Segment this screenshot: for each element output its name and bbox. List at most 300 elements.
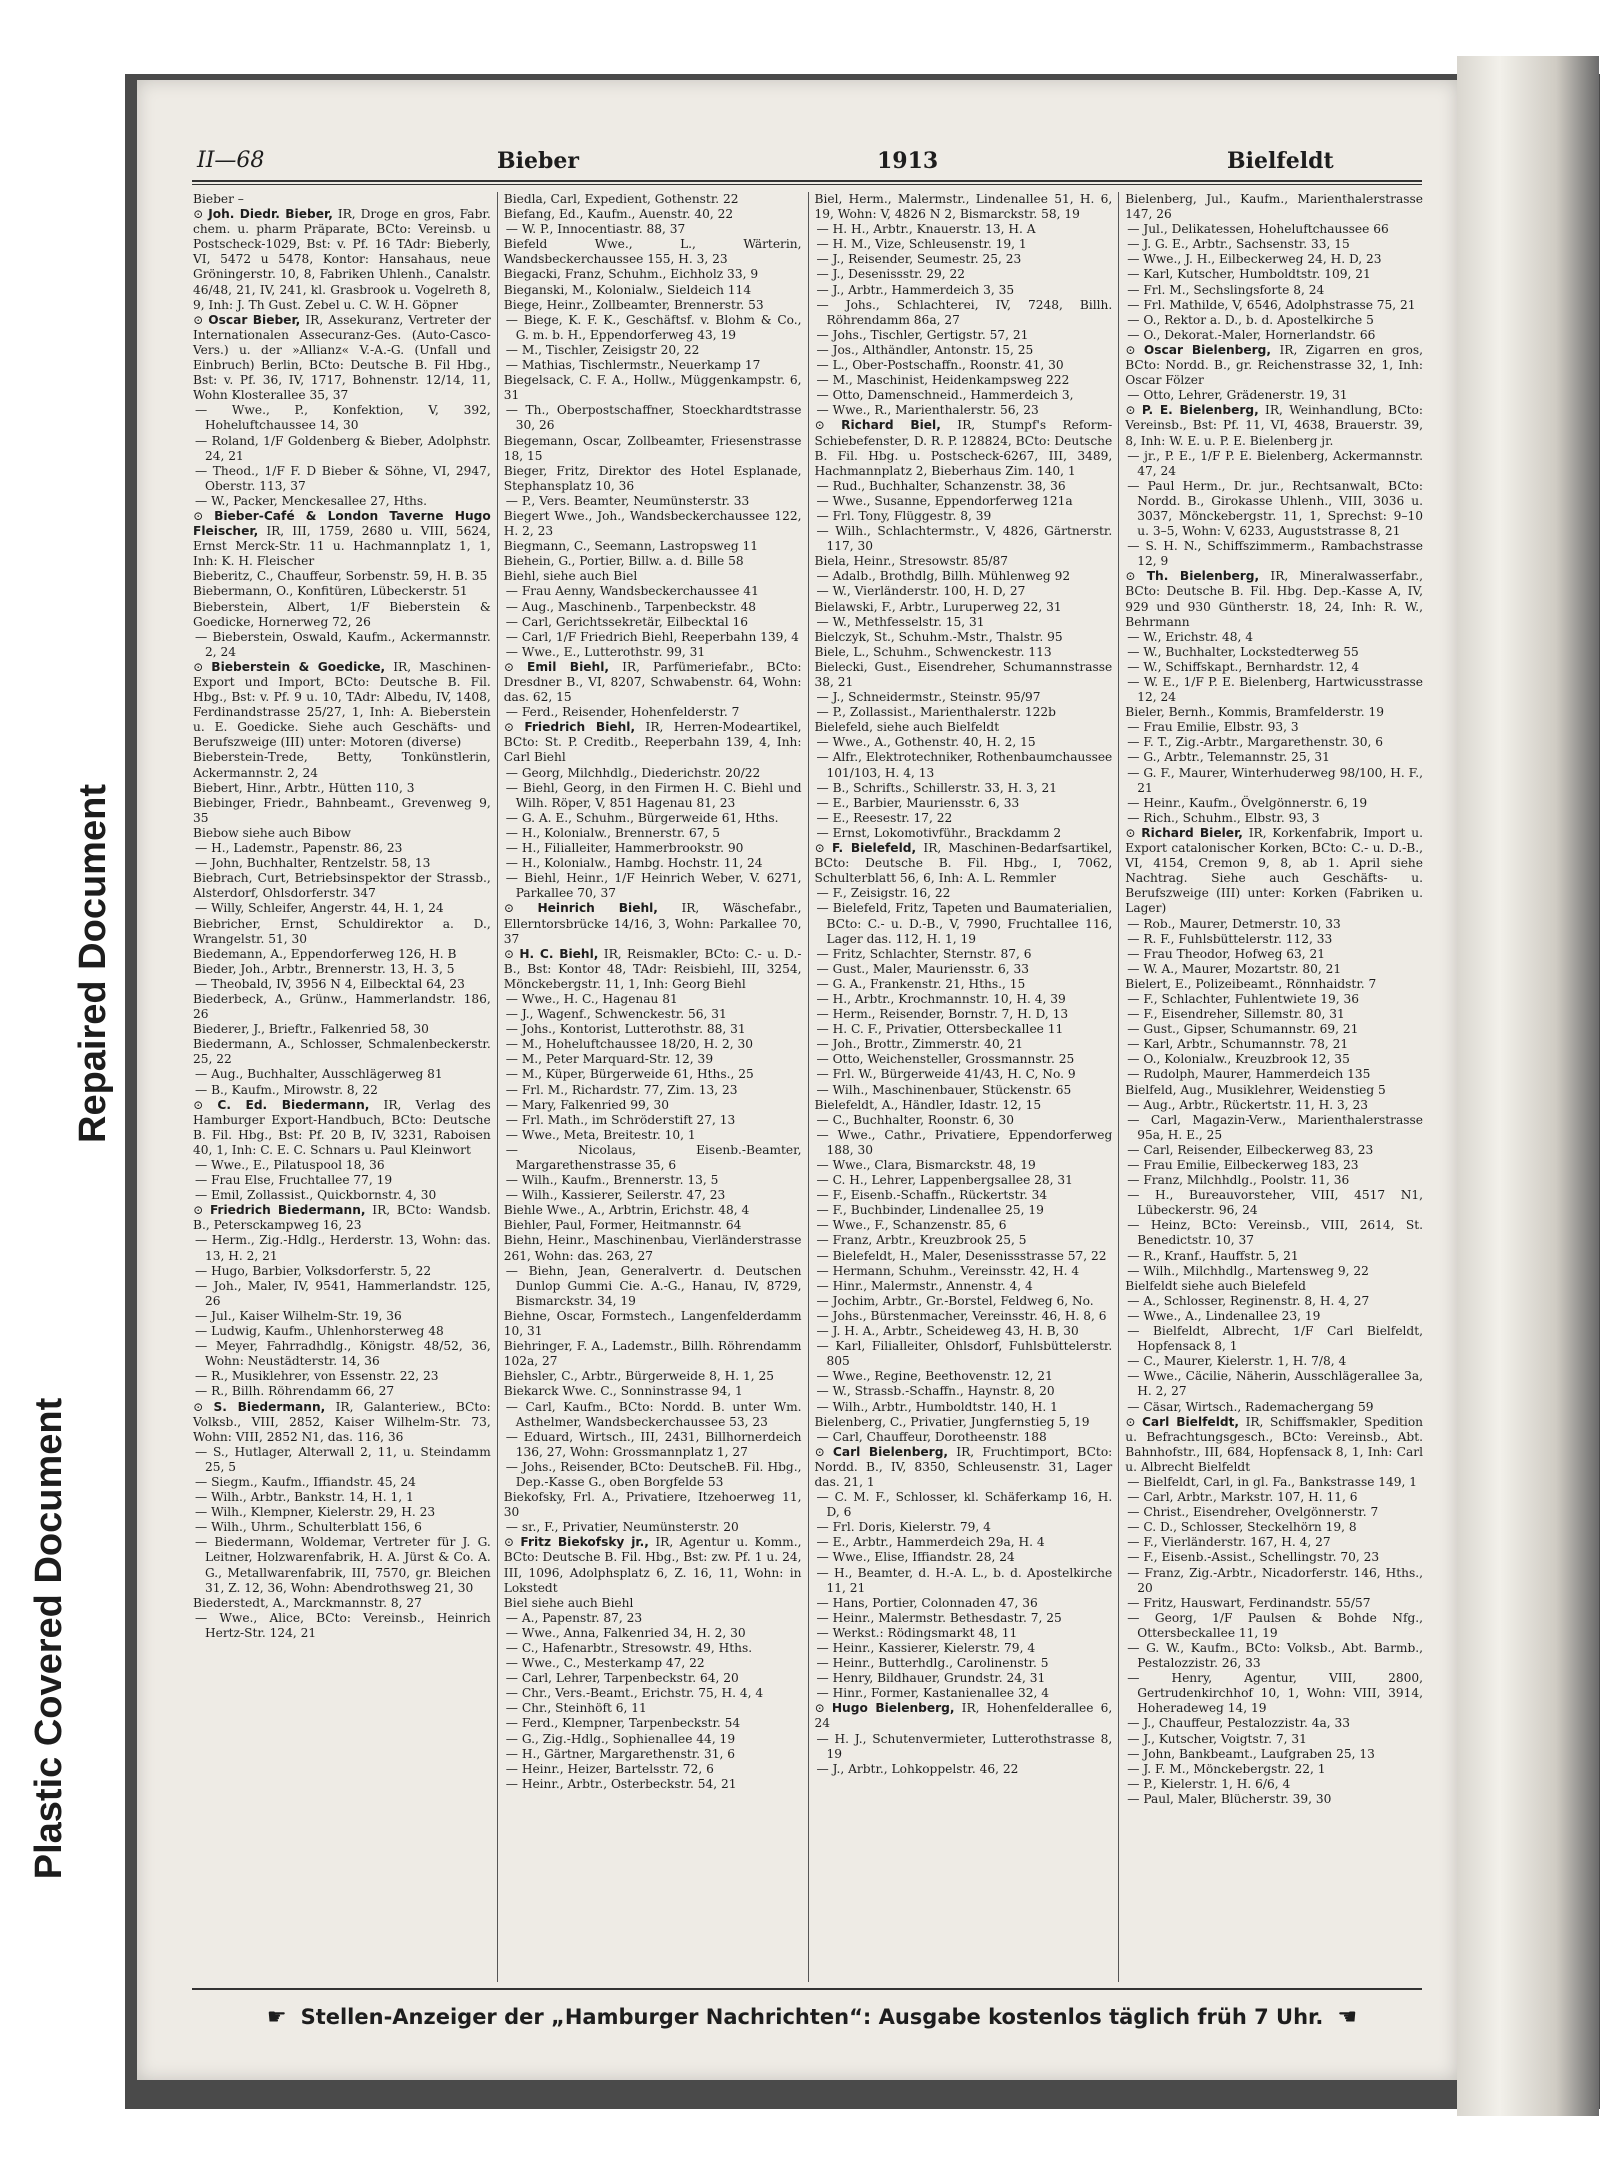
directory-entry: — Johs., Bürstenmacher, Vereinsstr. 46, H. 8, 6 [815, 1309, 1113, 1324]
directory-entry: Bielfeld, Aug., Musiklehrer, Weidenstieg 5 [1125, 1082, 1386, 1097]
directory-entry: — Rud., Buchhalter, Schanzenstr. 38, 36 [815, 479, 1113, 494]
directory-entry: — Bielefeld, Fritz, Tapeten und Baumaterialien, BCto: C.- u. D.-B., V, 7990, Fruchtallee 116, Lager das. 112, H. 1, 19 [815, 901, 1113, 946]
directory-entry: — M., Peter Marquard-Str. 12, 39 [504, 1052, 802, 1067]
directory-entry: — S., Hutlager, Alterwall 2, 11, u. Steindamm 25, 5 [193, 1445, 491, 1475]
directory-entry: — Nicolaus, Eisenb.-Beamter, Margarethenstrasse 35, 6 [504, 1143, 802, 1173]
directory-entry: Biegmann, C., Seemann, Lastropsweg 11 [503, 539, 759, 554]
directory-entry: — C., Maurer, Kielerstr. 1, H. 7/8, 4 [1125, 1354, 1423, 1369]
directory-entry: — J., Arbtr., Hammerdeich 3, 35 [815, 283, 1113, 298]
directory-entry: Biebermann, O., Konfitüren, Lübeckerstr. 51 [193, 584, 468, 599]
directory-entry: — Karl, Filialleiter, Ohlsdorf, Fuhlsbüttelerstr. 805 [815, 1339, 1113, 1369]
directory-entry: Biege, Heinr., Zollbeamter, Brennerstr. 53 [503, 297, 764, 312]
directory-entry: — Jochim, Arbtr., Gr.-Borstel, Feldweg 6, No. [815, 1294, 1113, 1309]
directory-entry: — F., Schlachter, Fuhlentwiete 19, 36 [1125, 992, 1423, 1007]
directory-entry: ⊙ Oscar Bieber, IR, Assekuranz, Vertreter der Internationalen Assecuranz-Ges. (Auto-Casco-Vers.) u. der »Allianz« V.-A.-G. (Unfall und Einbruch) Berlin, BCto: Deutsche B. Fil Hbg., Bst: v. Pf. 36, IV, 1717, Bohnenstr. 12/14, 11, Wohn Klosterallee 35, 37 [193, 312, 491, 403]
directory-entry: Biehein, G., Portier, Billw. a. d. Bille 58 [503, 554, 744, 569]
directory-entry: — W., Schiffskapt., Bernhardstr. 12, 4 [1125, 660, 1423, 675]
directory-entry: — Mathias, Tischlermstr., Neuerkamp 17 [504, 358, 802, 373]
directory-entry: — H., Lademstr., Papenstr. 86, 23 [193, 841, 491, 856]
page-edge [1457, 56, 1599, 2116]
directory-entry: — Rob., Maurer, Detmerstr. 10, 33 [1125, 917, 1423, 932]
directory-entry: Biehle Wwe., A., Arbtrin, Erichstr. 48, 4 [503, 1203, 750, 1218]
directory-entry: — E., Barbier, Mauriensstr. 6, 33 [815, 796, 1113, 811]
directory-entry: — Johs., Tischler, Gertigstr. 57, 21 [815, 328, 1113, 343]
directory-entry: Biela, Heinr., Stresowstr. 85/87 [814, 554, 1008, 569]
directory-entry: ⊙ Richard Bieler, IR, Korkenfabrik, Import u. Export catalonischer Korken, BCto: C.- u. D.-B., VI, 4154, Cremon 9, 8, ab 1. April siehe Nachtrag. Siehe auch Geschäfts- u. Berufszweige (III) unter: Korken (Fabriken u. Lager) [1125, 825, 1423, 916]
directory-entry: Bieberstein-Trede, Betty, Tonkünstlerin, Ackermannstr. 2, 24 [193, 750, 491, 780]
directory-entry: — H. C. F., Privatier, Ottersbeckallee 11 [815, 1022, 1113, 1037]
directory-entry: — J., Reisender, Seumestr. 25, 23 [815, 252, 1113, 267]
footer-rule [192, 1988, 1422, 1990]
directory-entry: — Wwe., H. C., Hagenau 81 [504, 992, 802, 1007]
directory-entry: — Henry, Agentur, VIII, 2800, Gertrudenkirchhof 10, 1, Wohn: VIII, 3914, Hoheradeweg 14, 19 [1125, 1671, 1423, 1716]
directory-entry: ⊙ P. E. Bielenberg, IR, Weinhandlung, BCto: Vereinsb., Bst: Pf. 11, VI, 4638, Brauerstr. 39, 8, Inh: W. E. u. P. E. Bielenberg jr. [1125, 403, 1423, 448]
directory-entry: — W. E., 1/F P. E. Bielenberg, Hartwicusstrasse 12, 24 [1125, 675, 1423, 705]
directory-entry: — Biehl, Georg, in den Firmen H. C. Biehl und Wilh. Röper, V, 851 Hagenau 81, 23 [504, 781, 802, 811]
directory-entry: — Ferd., Klempner, Tarpenbeckstr. 54 [504, 1716, 802, 1731]
directory-entry: Biedemann, A., Eppendorferweg 126, H. B [193, 946, 457, 961]
directory-entry: — Heinr., Kassierer, Kielerstr. 79, 4 [815, 1641, 1113, 1656]
directory-entry: — Johs., Schlachterei, IV, 7248, Billh. Röhrendamm 86a, 27 [815, 298, 1113, 328]
directory-entry: Biebow siehe auch Bibow [193, 825, 351, 840]
directory-entry: — Biehl, Heinr., 1/F Heinrich Weber, V. 6271, Parkallee 70, 37 [504, 871, 802, 901]
directory-entry: — Heinr., Butterhdlg., Carolinenstr. 5 [815, 1656, 1113, 1671]
directory-entry: Biederer, J., Brieftr., Falkenried 58, 30 [193, 1022, 429, 1037]
directory-entry: — O., Kolonialw., Kreuzbrook 12, 35 [1125, 1052, 1423, 1067]
directory-entry: ⊙ Richard Biel, IR, Stumpf's Reform-Schiebefenster, D. R. P. 128824, BCto: Deutsche B. Fil. Hbg. u. Postscheck-6267, III, 3489, Hachmannplatz 2, Bieberhaus Zim. 140, 1 [814, 418, 1113, 478]
directory-entry: — L., Ober-Postschaffn., Roonstr. 41, 30 [815, 358, 1113, 373]
directory-entry: — J., Schneidermstr., Steinstr. 95/97 [815, 690, 1113, 705]
directory-entry: Biel, Herm., Malermstr., Lindenallee 51, H. 6, 19, Wohn: V, 4826 N 2, Bismarckstr. 58, 19 [814, 192, 1113, 222]
directory-entry: — R., Musiklehrer, von Essenstr. 22, 23 [193, 1369, 491, 1384]
directory-entry: — Frl. M., Richardstr. 77, Zim. 13, 23 [504, 1083, 802, 1098]
directory-entry: — sr., F., Privatier, Neumünsterstr. 20 [504, 1520, 802, 1535]
directory-entry: — Heinr., Heizer, Bartelsstr. 72, 6 [504, 1762, 802, 1777]
directory-entry: — Wilh., Arbtr., Humboldtstr. 140, H. 1 [815, 1400, 1113, 1415]
directory-entry: Bielawski, F., Arbtr., Luruperweg 22, 31 [814, 599, 1062, 614]
directory-entry: — Mary, Falkenried 99, 30 [504, 1098, 802, 1113]
footer-banner-text: Stellen-Anzeiger der „Hamburger Nachrichten“: Ausgabe kostenlos täglich früh 7 Uhr. [300, 2005, 1324, 2029]
directory-entry: Bielert, E., Polizeibeamt., Rönnhaidstr. 7 [1125, 976, 1377, 991]
directory-entry: — Wwe., R., Marienthalerstr. 56, 23 [815, 403, 1113, 418]
directory-entry: — Paul Herm., Dr. jur., Rechtsanwalt, BCto: Nordd. B., Girokasse Uhlenh., VIII, 3036 u. 3037, Mönckebergstr. 11, 1, Sprechst: 9–10 u. 3–5, Wohn: V, 6233, Auguststrasse 8, 21 [1125, 479, 1423, 539]
directory-entry: — Georg, Milchhdlg., Diederichstr. 20/22 [504, 766, 802, 781]
directory-entry: — Theobald, IV, 3956 N 4, Eilbecktal 64, 23 [193, 977, 491, 992]
directory-entry: — Wilh., Maschinenbauer, Stückenstr. 65 [815, 1083, 1113, 1098]
directory-entry: ⊙ Joh. Diedr. Bieber, IR, Droge en gros, Fabr. chem. u. pharm Präparate, BCto: Vereinsb. u Postscheck-1029, Bst: v. Pf. 16 TAdr: Bieberly, VI, 5472 u 5478, Kontor: Hansahaus, neue Gröningerstr. 10, 8, Fabriken Uhlenh., Canalstr. 46/48, 21, IV, 241, kl. Grasbrook u. Vogelreth 8, 9, Inh: J. Th Gust. Zebel u. C. W. H. Göpner [193, 207, 491, 312]
directory-entry: ⊙ Fritz Biekofsky jr., IR, Agentur u. Komm., BCto: Deutsche B. Fil. Hbg., Bst: zw. Pf. 1 u. 24, III, 1096, Adolphsplatz 6, Z. 16, 11, Wohn: in Lokstedt [503, 1535, 802, 1595]
directory-entry: — J., Desenissstr. 29, 22 [815, 267, 1113, 282]
directory-entry: Biegelsack, C. F. A., Hollw., Müggenkampstr. 6, 31 [503, 373, 802, 403]
pointing-hand-left-icon: ☚ [1337, 2004, 1358, 2030]
directory-entry: — Wilh., Kassierer, Seilerstr. 47, 23 [504, 1188, 802, 1203]
directory-entry: ⊙ Bieber-Café & London Taverne Hugo Fleischer, IR, III, 1759, 2680 u. VIII, 5624, Ernst Merck-Str. 11 u. Hachmannplatz 1, 1, Inh: K. H. Fleischer [193, 508, 491, 569]
directory-entry: Biebricher, Ernst, Schuldirektor a. D., Wrangelstr. 51, 30 [193, 916, 491, 946]
directory-entry: Biebert, Hinr., Arbtr., Hütten 110, 3 [193, 780, 415, 795]
directory-entry: — Carl, 1/F Friedrich Biehl, Reeperbahn 139, 4 [504, 630, 802, 645]
directory-entry: — W., Packer, Menckesallee 27, Hths. [193, 494, 491, 509]
directory-entry: — Eduard, Wirtsch., III, 2431, Billhornerdeich 136, 27, Wohn: Grossmannplatz 1, 27 [504, 1430, 802, 1460]
directory-entry: Bielenberg, Jul., Kaufm., Marienthalerstrasse 147, 26 [1125, 192, 1423, 222]
directory-entry: — Otto, Lehrer, Grädenerstr. 19, 31 [1125, 388, 1423, 403]
directory-entry: — Fritz, Hauswart, Ferdinandstr. 55/57 [1125, 1596, 1423, 1611]
column-3 [809, 192, 1120, 1982]
side-label-repaired-text: Repaired Document [71, 784, 114, 1143]
directory-entry: — F., Eisenb.-Schaffn., Rückertstr. 34 [815, 1188, 1113, 1203]
directory-entry: Biederstedt, A., Marckmannstr. 8, 27 [193, 1595, 422, 1610]
directory-entry: Biehne, Oscar, Formstech., Langenfelderdamm 10, 31 [503, 1308, 802, 1339]
directory-entry: — J. F. M., Mönckebergstr. 22, 1 [1125, 1762, 1423, 1777]
directory-entry: — Chr., Steinhöft 6, 11 [504, 1701, 802, 1716]
directory-entry: Biefang, Ed., Kaufm., Auenstr. 40, 22 [503, 207, 734, 222]
directory-entry: — O., Rektor a. D., b. d. Apostelkirche 5 [1125, 313, 1423, 328]
directory-entry: — F., Vierländerstr. 167, H. 4, 27 [1125, 1535, 1423, 1550]
directory-entry: — Wwe., Cathr., Privatiere, Eppendorferweg 188, 30 [815, 1128, 1113, 1158]
directory-entry: — S. H. N., Schiffszimmerm., Rambachstrasse 12, 9 [1125, 539, 1423, 569]
directory-entry: Bielenberg, C., Privatier, Jungfernstieg 5, 19 [814, 1414, 1090, 1429]
directory-entry: — M., Maschinist, Heidenkampsweg 222 [815, 373, 1113, 388]
directory-entry: — Wilh., Kaufm., Brennerstr. 13, 5 [504, 1173, 802, 1188]
directory-entry: — Henry, Bildhauer, Grundstr. 24, 31 [815, 1671, 1113, 1686]
directory-entry: ⊙ C. Ed. Biedermann, IR, Verlag des Hamburger Export-Handbuch, BCto: Deutsche B. Fil. Hbg., Bst: Pf. 20 B, IV, 3231, Raboisen 40, 1, Inh: C. E. C. Schnars u. Paul Kleinwort [193, 1097, 491, 1157]
directory-entry: — J. H. A., Arbtr., Scheideweg 43, H. B, 30 [815, 1324, 1113, 1339]
directory-entry: — H. H., Arbtr., Knauerstr. 13, H. A [815, 222, 1113, 237]
directory-entry: — Karl, Kutscher, Humboldtstr. 109, 21 [1125, 267, 1423, 282]
directory-entry: Biekarck Wwe. C., Sonninstrasse 94, 1 [503, 1384, 743, 1399]
directory-entry: — Heinr., Kaufm., Övelgönnerstr. 6, 19 [1125, 796, 1423, 811]
directory-entry: — Cäsar, Wirtsch., Rademachergang 59 [1125, 1400, 1423, 1415]
directory-entry: — R., Billh. Röhrendamm 66, 27 [193, 1384, 491, 1399]
directory-entry: — C. H., Lehrer, Lappenbergsallee 28, 31 [815, 1173, 1113, 1188]
directory-entry: Bielefeldt, A., Händler, Idastr. 12, 15 [814, 1097, 1042, 1112]
directory-entry: — G. F., Maurer, Winterhuderweg 98/100, H. F., 21 [1125, 766, 1423, 796]
directory-entry: — J., Arbtr., Lohkoppelstr. 46, 22 [815, 1762, 1113, 1777]
directory-entry: — Carl, Chauffeur, Dorotheenstr. 188 [815, 1430, 1113, 1445]
directory-entry: — Gust., Maler, Mauriensstr. 6, 33 [815, 962, 1113, 977]
directory-entry: Bieberstein, Albert, 1/F Bieberstein & Goedicke, Hornerweg 72, 26 [193, 599, 491, 629]
directory-entry: — P., Zollassist., Marienthalerstr. 122b [815, 705, 1113, 720]
directory-entry: Biehringer, F. A., Lademstr., Billh. Röhrendamm 102a, 27 [503, 1339, 802, 1369]
directory-entry: ⊙ Th. Bielenberg, IR, Mineralwasserfabr., BCto: Deutsche B. Fil. Hbg. Dep.-Kasse A, IV, 929 und 930 Güntherstr. 18, 24, Inh: R. W., Behrmann [1125, 569, 1423, 629]
directory-entry: — M., Küper, Bürgerweide 61, Hths., 25 [504, 1067, 802, 1082]
directory-entry: Biedermann, A., Schlosser, Schmalenbeckerstr. 25, 22 [193, 1037, 491, 1067]
directory-entry: — W., Methfesselstr. 15, 31 [815, 615, 1113, 630]
directory-entry: — Adalb., Brothdlg, Billh. Mühlenweg 92 [815, 569, 1113, 584]
directory-entry: — Wwe., F., Schanzenstr. 85, 6 [815, 1218, 1113, 1233]
directory-entry: — Theod., 1/F F. D Bieber & Söhne, VI, 2947, Oberstr. 113, 37 [193, 464, 491, 494]
directory-entry: Bieger, Fritz, Direktor des Hotel Esplanade, Stephansplatz 10, 36 [503, 463, 802, 493]
directory-entry: — W., Vierländerstr. 100, H. D, 27 [815, 584, 1113, 599]
directory-entry: ⊙ Bieberstein & Goedicke, IR, Maschinen-Export und Import, BCto: Deutsche B. Fil. Hbg., Bst: v. Pf. 9 u. 10, TAdr: Albedu, IV, 1408, Ferdinandstrasse 25/27, 1, Inh: A. Bieberstein u. E. Goedicke. Siehe auch Geschäfts- und Berufszweige (III) unter: Motoren (diverse) [193, 659, 491, 750]
directory-entry: Biehler, Paul, Former, Heitmannstr. 64 [503, 1218, 742, 1233]
directory-entry: Biegemann, Oscar, Zollbeamter, Friesenstrasse 18, 15 [503, 433, 802, 463]
directory-entry: Biefeld Wwe., L., Wärterin, Wandsbeckerchaussee 155, H. 3, 23 [503, 237, 802, 267]
directory-entry: — F., Eisenb.-Assist., Schellingstr. 70, 23 [1125, 1550, 1423, 1565]
pointing-hand-icon: ☛ [266, 2004, 287, 2030]
directory-entry: — F., Eisendreher, Sillemstr. 80, 31 [1125, 1007, 1423, 1022]
directory-entry: — Biehn, Jean, Generalvertr. d. Deutschen Dunlop Gummi Cie. A.-G., Hanau, IV, 8729, Bismarckstr. 34, 19 [504, 1264, 802, 1309]
directory-entry: — Ernst, Lokomotivführ., Brackdamm 2 [815, 826, 1113, 841]
directory-entry: — Johs., Kontorist, Lutterothstr. 88, 31 [504, 1022, 802, 1037]
directory-entry: Bieber – [193, 192, 244, 206]
directory-entry: — Wilh., Arbtr., Bankstr. 14, H. 1, 1 [193, 1490, 491, 1505]
directory-entry: Bieler, Bernh., Kommis, Bramfelderstr. 19 [1125, 705, 1385, 720]
directory-entry: — Ludwig, Kaufm., Uhlenhorsterweg 48 [193, 1324, 491, 1339]
directory-entry: — J., Chauffeur, Pestalozzistr. 4a, 33 [1125, 1716, 1423, 1731]
directory-entry: — Hermann, Schuhm., Vereinsstr. 42, H. 4 [815, 1264, 1113, 1279]
directory-entry: — Bielfeldt, Carl, in gl. Fa., Bankstrasse 149, 1 [1125, 1475, 1423, 1490]
directory-entry: — Franz, Milchhdlg., Poolstr. 11, 36 [1125, 1173, 1423, 1188]
directory-entry: ⊙ F. Bielefeld, IR, Maschinen-Bedarfsartikel, BCto: Deutsche B. Fil. Hbg., I, 7062, Schulterblatt 56, 6, Inh: A. L. Remmler [814, 841, 1113, 886]
directory-entry: — F., Buchbinder, Lindenallee 25, 19 [815, 1203, 1113, 1218]
directory-entry: — Joh., Maler, IV, 9541, Hammerlandstr. 125, 26 [193, 1279, 491, 1309]
directory-entry: — Jul., Delikatessen, Hoheluftchaussee 66 [1125, 222, 1423, 237]
directory-entry: — Paul, Maler, Blücherstr. 39, 30 [1125, 1792, 1423, 1807]
directory-entry: Biele, L., Schuhm., Schwenckestr. 113 [814, 644, 1052, 659]
directory-entry: — Otto, Weichensteller, Grossmannstr. 25 [815, 1052, 1113, 1067]
directory-entry: — jr., P. E., 1/F P. E. Bielenberg, Ackermannstr. 47, 24 [1125, 449, 1423, 479]
directory-entry: — C. M. F., Schlosser, kl. Schäferkamp 16, H. D, 6 [815, 1490, 1113, 1520]
directory-entry: — W., Erichstr. 48, 4 [1125, 630, 1423, 645]
directory-entry: — P., Vers. Beamter, Neumünsterstr. 33 [504, 494, 802, 509]
directory-entry: ⊙ Friedrich Biedermann, IR, BCto: Wandsb. B., Petersckampweg 16, 23 [193, 1203, 491, 1233]
directory-entry: — Heinr., Malermstr. Bethesdastr. 7, 25 [815, 1611, 1113, 1626]
directory-entry: — Heinr., Arbtr., Osterbeckstr. 54, 21 [504, 1777, 802, 1792]
header-rule-thin [192, 184, 1422, 185]
directory-entry: — Bieberstein, Oswald, Kaufm., Ackermannstr. 2, 24 [193, 630, 491, 660]
directory-entry: — H., Gärtner, Margarethenstr. 31, 6 [504, 1747, 802, 1762]
directory-entry: — W., Strassb.-Schaffn., Haynstr. 8, 20 [815, 1384, 1113, 1399]
directory-entry: — F., Zeisigstr. 16, 22 [815, 886, 1113, 901]
running-head [197, 148, 1427, 188]
directory-entry: Biekofsky, Frl. A., Privatiere, Itzehoerweg 11, 30 [503, 1490, 802, 1520]
directory-entry: — Jul., Kaiser Wilhelm-Str. 19, 36 [193, 1309, 491, 1324]
directory-entry: Biel siehe auch Biehl [503, 1595, 634, 1610]
directory-entry: — Hugo, Barbier, Volksdorferstr. 5, 22 [193, 1264, 491, 1279]
directory-entry: — Joh., Brottr., Zimmerstr. 40, 21 [815, 1037, 1113, 1052]
directory-entry: — Wilh., Schlachtermstr., V, 4826, Gärtnerstr. 117, 30 [815, 524, 1113, 554]
directory-entry: — Werkst.: Rödingsmarkt 48, 11 [815, 1626, 1113, 1641]
directory-entry: — Aug., Arbtr., Rückertstr. 11, H. 3, 23 [1125, 1098, 1423, 1113]
directory-entry: — Chr., Vers.-Beamt., Erichstr. 75, H. 4, 4 [504, 1686, 802, 1701]
directory-entry: — Frl. Doris, Kielerstr. 79, 4 [815, 1520, 1113, 1535]
directory-entry: — Frau Aenny, Wandsbeckerchaussee 41 [504, 584, 802, 599]
directory-entry: — Wwe., Clara, Bismarckstr. 48, 19 [815, 1158, 1113, 1173]
directory-entry: Bieganski, M., Kolonialw., Sieldeich 114 [503, 282, 752, 297]
directory-entry: — Frau Theodor, Hofweg 63, 21 [1125, 947, 1423, 962]
directory-entry: — Bielfeldt, Albrecht, 1/F Carl Bielfeldt, Hopfensack 8, 1 [1125, 1324, 1423, 1354]
directory-entry: — Aug., Buchhalter, Ausschlägerweg 81 [193, 1067, 491, 1082]
directory-entry: — Frau Emilie, Eilbeckerweg 183, 23 [1125, 1158, 1423, 1173]
directory-entry: — Wwe., E., Lutterothstr. 99, 31 [504, 645, 802, 660]
directory-entry: — J., Wagenf., Schwenckestr. 56, 31 [504, 1007, 802, 1022]
directory-entry: — M., Tischler, Zeisigstr 20, 22 [504, 343, 802, 358]
directory-entry: — Alfr., Elektrotechniker, Rothenbaumchaussee 101/103, H. 4, 13 [815, 750, 1113, 780]
directory-entry: — G. W., Kaufm., BCto: Volksb., Abt. Barmb., Pestalozzistr. 26, 33 [1125, 1641, 1423, 1671]
directory-entry: — Hinr., Malermstr., Annenstr. 4, 4 [815, 1279, 1113, 1294]
directory-entry: — Frl. W., Bürgerweide 41/43, H. C, No. 9 [815, 1067, 1113, 1082]
directory-entry: — C., Hafenarbtr., Stresowstr. 49, Hths. [504, 1641, 802, 1656]
column-2 [498, 192, 809, 1982]
directory-entry: ⊙ Hugo Bielenberg, IR, Hohenfelderallee 6, 24 [814, 1701, 1113, 1731]
directory-entry: — C. D., Schlosser, Steckelhörn 19, 8 [1125, 1520, 1423, 1535]
directory-entry: — Wilh., Milchhdlg., Martensweg 9, 22 [1125, 1264, 1423, 1279]
directory-entry: — M., Hoheluftchaussee 18/20, H. 2, 30 [504, 1037, 802, 1052]
directory-entry: — C., Buchhalter, Roonstr. 6, 30 [815, 1113, 1113, 1128]
directory-entry: — G., Zig.-Hdlg., Sophienallee 44, 19 [504, 1732, 802, 1747]
directory-entry: — R., Kranf., Hauffstr. 5, 21 [1125, 1249, 1423, 1264]
directory-entry: ⊙ Oscar Bielenberg, IR, Zigarren en gros, BCto: Nordd. B., gr. Reichenstrasse 32, 1, Inh: Oscar Fölzer [1125, 342, 1423, 388]
head-year: 1913 [877, 148, 939, 174]
directory-entry: — Wwe., A., Gothenstr. 40, H. 2, 15 [815, 735, 1113, 750]
directory-entry: Bieder, Joh., Arbtr., Brennerstr. 13, H. 3, 5 [193, 961, 455, 976]
directory-entry: — Meyer, Fahrradhdlg., Königstr. 48/52, 36, Wohn: Neustädterstr. 14, 36 [193, 1339, 491, 1369]
directory-entry: — G. A. E., Schuhm., Bürgerweide 61, Hths. [504, 811, 802, 826]
directory-entry: Biedla, Carl, Expedient, Gothenstr. 22 [503, 192, 739, 206]
directory-entry: Bielefeld, siehe auch Bielfeldt [814, 720, 1000, 735]
directory-entry: — Christ., Eisendreher, Ovelgönnerstr. 7 [1125, 1505, 1423, 1520]
directory-entry: — Otto, Damenschneid., Hammerdeich 3, [815, 388, 1113, 403]
directory-entry: — Wwe., J. H., Eilbeckerweg 24, H. D, 23 [1125, 252, 1423, 267]
directory-entry: — Frl. Mathilde, V, 6546, Adolphstrasse 75, 21 [1125, 298, 1423, 313]
directory-entry: — H., Kolonialw., Hambg. Hochstr. 11, 24 [504, 856, 802, 871]
directory-entry: Biebrach, Curt, Betriebsinspektor der Strassb., Alsterdorf, Ohlsdorferstr. 347 [193, 871, 491, 901]
directory-entry: — F. T., Zig.-Arbtr., Margarethenstr. 30, 6 [1125, 735, 1423, 750]
directory-entry: — Wilh., Uhrm., Schulterblatt 156, 6 [193, 1520, 491, 1535]
directory-entry: — Frau Emilie, Elbstr. 93, 3 [1125, 720, 1423, 735]
directory-entry: ⊙ Carl Bielenberg, IR, Fruchtimport, BCto: Nordd. B., IV, 8350, Schleusenstr. 31, Lager das. 21, 1 [814, 1444, 1113, 1489]
directory-entry: — Wwe., Cäcilie, Näherin, Ausschlägerallee 3a, H. 2, 27 [1125, 1369, 1423, 1399]
directory-entry: — Th., Oberpostschaffner, Stoeckhardtstrasse 30, 26 [504, 403, 802, 433]
directory-entry: — Carl, Magazin-Verw., Marienthalerstrasse 95a, H. E., 25 [1125, 1113, 1423, 1143]
directory-entry: Bielecki, Gust., Eisendreher, Schumannstrasse 38, 21 [814, 659, 1113, 689]
directory-entry: — H., Filialleiter, Hammerbrookstr. 90 [504, 841, 802, 856]
directory-entry: — Wwe., Anna, Falkenried 34, H. 2, 30 [504, 1626, 802, 1641]
directory-entry: — Hans, Portier, Colonnaden 47, 36 [815, 1596, 1113, 1611]
directory-entry: — Gust., Gipser, Schumannstr. 69, 21 [1125, 1022, 1423, 1037]
page-number: II—68 [197, 148, 265, 173]
directory-entry: — Roland, 1/F Goldenberg & Bieber, Adolphstr. 24, 21 [193, 434, 491, 464]
directory-entry: — B., Kaufm., Mirowstr. 8, 22 [193, 1083, 491, 1098]
directory-entry: — Carl, Reisender, Eilbeckerweg 83, 23 [1125, 1143, 1423, 1158]
directory-entry: — H. M., Vize, Schleusenstr. 19, 1 [815, 237, 1113, 252]
column-1 [187, 192, 498, 1982]
directory-entry: — Bielefeldt, H., Maler, Desenissstrasse 57, 22 [815, 1249, 1113, 1264]
directory-entry: — H., Arbtr., Krochmannstr. 10, H. 4, 39 [815, 992, 1113, 1007]
directory-entry: — Herm., Reisender, Bornstr. 7, H. D, 13 [815, 1007, 1113, 1022]
directory-entry: Biegacki, Franz, Schuhm., Eichholz 33, 9 [503, 267, 759, 282]
directory-entry: — Aug., Maschinenb., Tarpenbeckstr. 48 [504, 600, 802, 615]
directory-entry: — Herm., Zig.-Hdlg., Herderstr. 13, Wohn: das. 13, H. 2, 21 [193, 1233, 491, 1263]
directory-entry: Biehn, Heinr., Maschinenbau, Vierländerstrasse 261, Wohn: das. 263, 27 [503, 1233, 802, 1263]
directory-entry: — Biege, K. F. K., Geschäftsf. v. Blohm & Co., G. m. b. H., Eppendorferweg 43, 19 [504, 313, 802, 343]
header-rule [192, 180, 1422, 182]
directory-entry: — W. A., Maurer, Mozartstr. 80, 21 [1125, 962, 1423, 977]
directory-entry: — Karl, Arbtr., Schumannstr. 78, 21 [1125, 1037, 1423, 1052]
directory-entry: ⊙ Emil Biehl, IR, Parfümeriefabr., BCto: Dresdner B., VI, 8207, Schwabenstr. 64, Wohn: das. 62, 15 [503, 659, 802, 705]
directory-columns [187, 192, 1429, 1982]
directory-entry: — G. A., Frankenstr. 21, Hths., 15 [815, 977, 1113, 992]
head-word-left: Bieber [497, 148, 579, 174]
directory-entry: — Rich., Schuhm., Elbstr. 93, 3 [1125, 811, 1423, 826]
directory-entry: — Wwe., Elise, Iffiandstr. 28, 24 [815, 1550, 1113, 1565]
directory-entry: — A., Schlosser, Reginenstr. 8, H. 4, 27 [1125, 1294, 1423, 1309]
directory-entry: — Frl. M., Sechslingsforte 8, 24 [1125, 283, 1423, 298]
directory-entry: — O., Dekorat.-Maler, Hornerlandstr. 66 [1125, 328, 1423, 343]
directory-entry: — Frau Else, Fruchtallee 77, 19 [193, 1173, 491, 1188]
head-word-right: Bielfeldt [1227, 148, 1334, 174]
side-label-plastic-text: Plastic Covered Document [28, 1397, 71, 1880]
directory-entry: — Emil, Zollassist., Quickbornstr. 4, 30 [193, 1188, 491, 1203]
directory-entry: — E., Reesestr. 17, 22 [815, 811, 1113, 826]
directory-entry: — Fritz, Schlachter, Sternstr. 87, 6 [815, 947, 1113, 962]
directory-entry: — Siegm., Kaufm., Iffiandstr. 45, 24 [193, 1475, 491, 1490]
directory-entry: — Wwe., C., Mesterkamp 47, 22 [504, 1656, 802, 1671]
directory-entry: Bielfeldt siehe auch Bielefeld [1125, 1278, 1306, 1293]
directory-entry: Biederbeck, A., Grünw., Hammerlandstr. 186, 26 [193, 991, 491, 1022]
directory-entry: — B., Schrifts., Schillerstr. 33, H. 3, 21 [815, 781, 1113, 796]
directory-entry: — Hinr., Former, Kastanienallee 32, 4 [815, 1686, 1113, 1701]
directory-entry: — Rudolph, Maurer, Hammerdeich 135 [1125, 1067, 1423, 1082]
directory-entry: — Frl. Math., im Schröderstift 27, 13 [504, 1113, 802, 1128]
directory-entry: — P., Kielerstr. 1, H. 6/6, 4 [1125, 1777, 1423, 1792]
directory-entry: — R. F., Fuhlsbüttelerstr. 112, 33 [1125, 932, 1423, 947]
directory-entry: — John, Bankbeamt., Laufgraben 25, 13 [1125, 1747, 1423, 1762]
directory-entry: — A., Papenstr. 87, 23 [504, 1611, 802, 1626]
directory-entry: — Carl, Lehrer, Tarpenbeckstr. 64, 20 [504, 1671, 802, 1686]
directory-entry: Bieberitz, C., Chauffeur, Sorbenstr. 59, H. B. 35 [193, 569, 488, 584]
directory-entry: — Carl, Gerichtssekretär, Eilbecktal 16 [504, 615, 802, 630]
directory-entry: — Frl. Tony, Flüggestr. 8, 39 [815, 509, 1113, 524]
directory-entry: ⊙ S. Biedermann, IR, Galanteriew., BCto: Volksb., VIII, 2852, Kaiser Wilhelm-Str. 73, Wohn: VIII, 2852 N1, das. 116, 36 [193, 1399, 491, 1444]
directory-entry: Biehsler, C., Arbtr., Bürgerweide 8, H. 1, 25 [503, 1369, 775, 1384]
directory-entry: — Johs., Reisender, BCto: DeutscheB. Fil. Hbg., Dep.-Kasse G., oben Borgfelde 53 [504, 1460, 802, 1490]
directory-entry: — Wwe., Alice, BCto: Vereinsb., Heinrich Hertz-Str. 124, 21 [193, 1611, 491, 1641]
directory-entry: — H., Bureauvorsteher, VIII, 4517 N1, Lübeckerstr. 96, 24 [1125, 1188, 1423, 1218]
directory-entry: — W., Buchhalter, Lockstedterweg 55 [1125, 645, 1423, 660]
directory-entry: — J. G. E., Arbtr., Sachsenstr. 33, 15 [1125, 237, 1423, 252]
directory-entry: Biegert Wwe., Joh., Wandsbeckerchaussee 122, H. 2, 23 [503, 508, 802, 539]
directory-entry: — Jos., Althändler, Antonstr. 15, 25 [815, 343, 1113, 358]
directory-entry: — Willy, Schleifer, Angerstr. 44, H. 1, 24 [193, 901, 491, 916]
column-4 [1119, 192, 1429, 1982]
directory-entry: — John, Buchhalter, Rentzelstr. 58, 13 [193, 856, 491, 871]
directory-entry: — Wwe., Regine, Beethovenstr. 12, 21 [815, 1369, 1113, 1384]
directory-entry: — W. P., Innocentiastr. 88, 37 [504, 222, 802, 237]
directory-entry: — Franz, Zig.-Arbtr., Nicadorferstr. 146, Hths., 20 [1125, 1566, 1423, 1596]
directory-entry: ⊙ Heinrich Biehl, IR, Wäschefabr., Ellerntorsbrücke 14/16, 3, Wohn: Parkallee 70, 37 [503, 901, 802, 946]
directory-entry: — Wwe., Meta, Breitestr. 10, 1 [504, 1128, 802, 1143]
directory-entry: — Georg, 1/F Paulsen & Bohde Nfg., Ottersbeckallee 11, 19 [1125, 1611, 1423, 1641]
directory-entry: — H., Beamter, d. H.-A. L., b. d. Apostelkirche 11, 21 [815, 1566, 1113, 1596]
directory-entry: — H. J., Schutenvermieter, Lutterothstrasse 8, 19 [815, 1732, 1113, 1762]
directory-entry: — Franz, Arbtr., Kreuzbrook 25, 5 [815, 1233, 1113, 1248]
directory-entry: — E., Arbtr., Hammerdeich 29a, H. 4 [815, 1535, 1113, 1550]
directory-entry: — Wwe., P., Konfektion, V, 392, Hoheluftchaussee 14, 30 [193, 403, 491, 433]
directory-entry: ⊙ Carl Bielfeldt, IR, Schiffsmakler, Spedition u. Befrachtungsgesch., BCto: Vereinsb., Abt. Bahnhofstr., III, 684, Hopfensack 8, 1, Inh: Carl u. Albrecht Bielfeldt [1125, 1414, 1424, 1474]
directory-entry: ⊙ Friedrich Biehl, IR, Herren-Modeartikel, BCto: St. P. Creditb., Reeperbahn 139, 4, Inh: Carl Biehl [503, 720, 802, 765]
directory-entry: — Wwe., A., Lindenallee 23, 19 [1125, 1309, 1423, 1324]
directory-entry: Biebinger, Friedr., Bahnbeamt., Grevenweg 9, 35 [193, 795, 491, 825]
directory-entry: — Wilh., Klempner, Kielerstr. 29, H. 23 [193, 1505, 491, 1520]
directory-entry: — Heinz, BCto: Vereinsb., VIII, 2614, St. Benedictstr. 10, 37 [1125, 1218, 1423, 1248]
directory-page [137, 80, 1457, 2080]
directory-entry: — Wwe., E., Pilatuspool 18, 36 [193, 1158, 491, 1173]
footer-banner [197, 2000, 1427, 2034]
directory-entry: — Biedermann, Woldemar, Vertreter für J. G. Leitner, Holzwarenfabrik, H. A. Jürst & Co. A. G., Metallwarenfabrik, III, 7570, gr. Bleichen 31, Z. 12, 36, Wohn: Abendrothsweg 21, 30 [193, 1535, 491, 1595]
directory-entry: — Carl, Arbtr., Markstr. 107, H. 11, 6 [1125, 1490, 1423, 1505]
directory-entry: Biehl, siehe auch Biel [503, 569, 638, 584]
